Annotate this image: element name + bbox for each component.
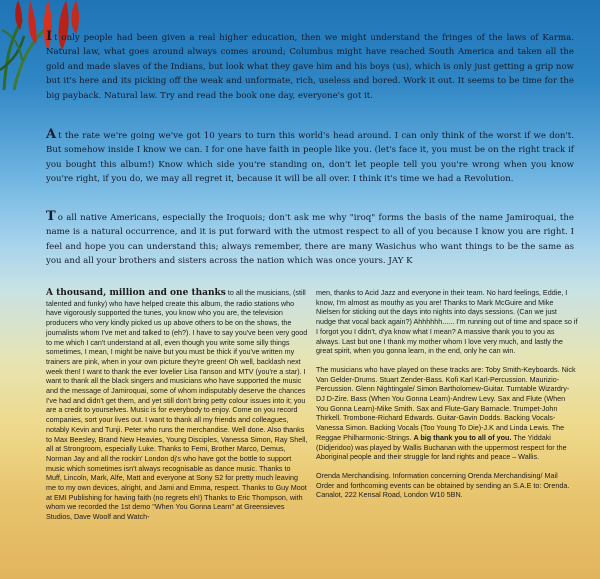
thanks-column-left bbox=[46, 288, 308, 531]
intro-paragraph-revolution bbox=[46, 128, 574, 187]
thanks-body: to all the musicians, (still talented and funky) who have helped create this album, the radio stations who have vigorously supported the tunes, you know who you are, the television producers who very kindly picked us up above others to be on the shows, the journalists whom I've met and talked to (eh?). I have to say you've been very good to me which I can't understand at all, even though you write some silly things sometimes, I mean, I might be naive but you must be thick if you've written my trainers are pink, when in your own picture they're green! Oh well, backlash next week then! I want to thank the ever lovelier Lisa I'anson and MTV (you're a star). I want to thank all the black singers and musicians who have supported the music and the message of Jamiroquai, some of whom indisputably deserve the chances I've had and didn't get them, and yet still don't bring petty colour issues into it; you are a credit to yourselves. Music is for everybody to enjoy. Come on you record companies, sort your lives out. I want to thank all my friends and colleagues, notably Kevin and Tunji. Peter who runs the merchandise. Well done. Also thanks to Max Beesley, Brand New Heavies, Young Disciples, Vanessa Simon, Ray Shell, all at Strongroom, especially Luke. Thanks to Femi, Brother Marco, Demus, Norman Jay and all the rockin' London dj's who have got the bottle to support music which sometimes isn't always recognisable as dance music. Thanks to Muff, Lincoln, Mark, Alfe, Matt and everyone at Sony S2 for pretty much leaving me to my own devices, alright, and Jami and Emma, respect. Thanks to Guy Moot at EMI Publishing for having faith (no regrets eh!) Thanks to Eric Thompson, with whom we recorded the 1st demo "When You Gonna Learn" at Greensieves Studios, Dave Woolf and Watch- bbox=[46, 288, 308, 522]
didjeridoo-credit: The Yiddaki (Didjeridoo) was played by Wallis Buchanan with the uppermost respect for the Aboriginal people and their struggle for land rights and peace – Wallis. bbox=[316, 432, 567, 462]
drop-cap: T bbox=[46, 209, 56, 224]
merchandising-info-paragraph: Orenda Merchandising. Information concerning Orenda Merchandising/ Mail Order and forthcoming events can be obtained by sending an S.A.E to: Orenda. Canalot, 222 Kensal Road, London W10 5BN. bbox=[316, 470, 570, 500]
thanks-continued-paragraph: men, thanks to Acid Jazz and everyone in their team. No hard feelings, Eddie, I know, I'm almost as mouthy as you are! Thanks to Mark McGuire and Mike Nielsen for sticking out the days into nights into days sessions. (Can we just nudge that vocal back again?) Ahhhhhh...... I'm running out of time and space so if I forgot you I didn't, d'ya know what I mean? A massive thank you to you as always. Last but one I thank my mother whom I love very much, and lastly the great spirit, when you gonna learn, in the end, only he can win. bbox=[316, 288, 578, 356]
signature: JAY K bbox=[388, 256, 413, 267]
intro-paragraph-native-americans bbox=[46, 210, 574, 269]
musicians-thanks-bold: A big thank you to all of you. bbox=[413, 432, 512, 442]
musicians-credits-text: The musicians who have played on these tracks are: Toby Smith-Keyboards. Nick Van Gelder-Drums. Stuart Zender-Bass. Kofi Karl Karl-Percussion. Maurizio-Percussion. Glenn Nightingale/ Simon Bartholomew-Guitar. Turntable Wizardry-DJ D-Zire. Bass (When You Gonna Learn)-Andrew Levy. Sax and Flute (When You Gonna Learn)-Mike Smith. Sax and Flute-Gary Barnacle. Trumpet-John Thirkell. Trombone-Richard Edwards. Guitar-Gavin Dodds. Backing Vocals-Vanessa Simon. Backing Vocals (Too Young To Die)-J.K and Linda Lewis. The Reggae Philharmonic-Strings. bbox=[316, 364, 576, 442]
thanks-lead: A thousand, million and one thanks bbox=[46, 288, 226, 298]
musicians-credits-paragraph bbox=[316, 365, 578, 462]
thanks-column-right bbox=[316, 288, 578, 509]
paragraph-text: t the rate we're going we've got 10 years to turn this world's head around. I can only think of the worst if we don't. But somehow inside I know we can. I for one have faith in people like you. (let's face it, you must be on the right track if you bought this album!) Know which side you're standing on, don't let people tell you you're wrong when you know you're right, if you do, we may all regret it, because it will be all over. I think it's time we had a Revolution. bbox=[46, 131, 574, 185]
paragraph-text: o all native Americans, especially the Iroquois; don't ask me why "iroq" forms the basis of the name Jamiroquai, the name is a natural occurrence, and it is put forward with the utmost respect to all of you because I know you are right. I feel and hope you can understand this; always remember, there are many Wasichus who want things to be the same as you and all your brothers and sisters across the nation which was once yours. bbox=[46, 213, 574, 267]
paragraph-text: t only people had been given a real higher education, then we might understand the fringes of the laws of Karma. Natural law, what goes around always comes around; Columbus might have reached South America and taken all the gold and made slaves of the Indians, but look what they gave him and his boys (us), which is only just getting a grip now but it's here and its picking off the weak and unformate, rich, useless and bored. Work it out. It seems to be time for the big payback. Natural law. Try and read the book one day, everyone's got it. bbox=[46, 33, 574, 101]
drop-cap: A bbox=[46, 127, 57, 142]
drop-cap: I bbox=[46, 29, 53, 44]
intro-paragraph-karma bbox=[46, 30, 574, 103]
thanks-paragraph bbox=[46, 288, 308, 522]
